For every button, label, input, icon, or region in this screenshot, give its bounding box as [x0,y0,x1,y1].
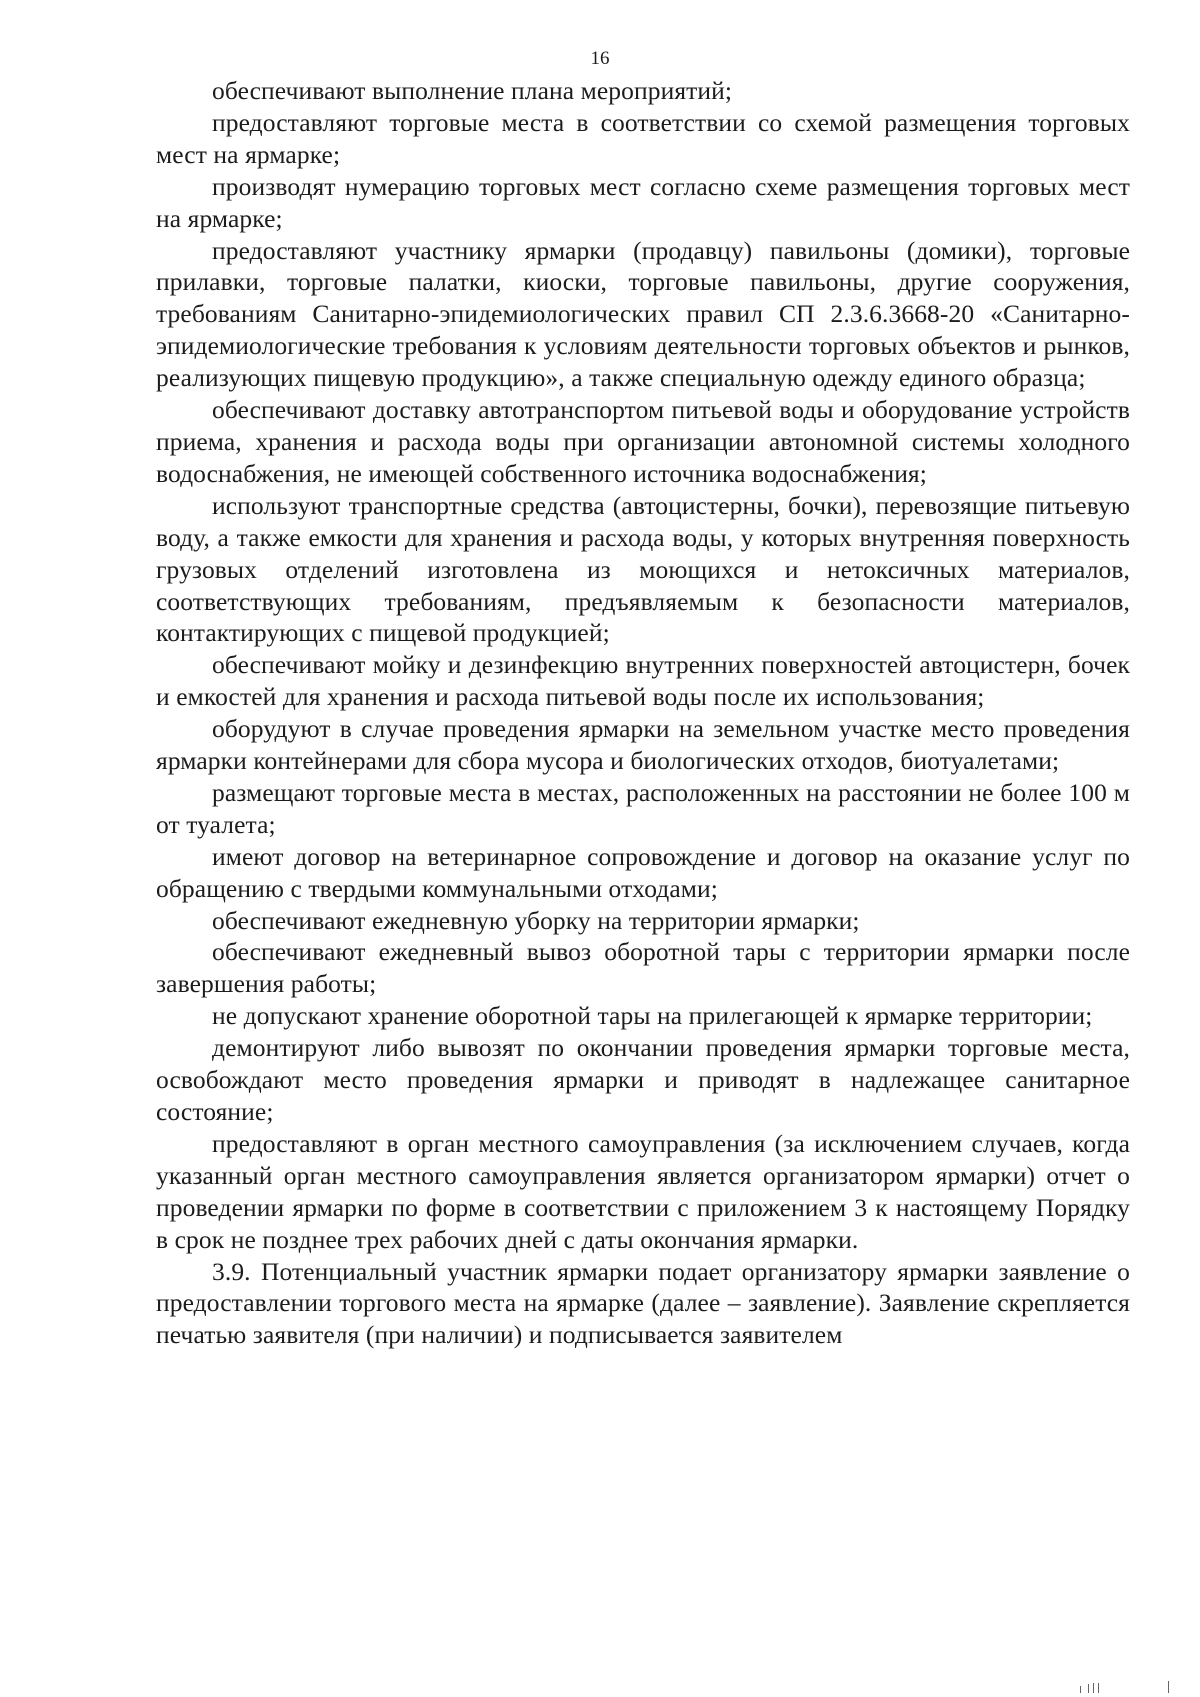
paragraph: обеспечивают ежедневный вывоз оборотной тары с территории ярмарки после завершения работы; [156,937,1130,999]
paragraph: размещают торговые места в местах, расположенных на расстоянии не более 100 м от туалета; [156,777,1130,839]
paragraph: предоставляют в орган местного самоуправления (за исключением случаев, когда указанный орган местного самоуправления является организатором ярмарки) отчет о проведении ярмарки по форме в соответствии с приложением 3 к настоящему Порядку в срок не позднее трех рабочих дней с даты окончания ярмарки. [156,1128,1130,1254]
paragraph: обеспечивают ежедневную уборку на территории ярмарки; [212,905,860,935]
paragraph: производят нумерацию торговых мест согласно схеме размещения торговых мест на ярмарке; [156,171,1130,233]
page-number: 16 [590,48,610,69]
paragraph: не допускают хранение оборотной тары на прилегающей к ярмарке территории; [212,1001,1093,1031]
paragraph: обеспечивают мойку и дезинфекцию внутренних поверхностей автоцистерн, бочек и емкостей для хранения и расхода питьевой воды после их использования; [156,650,1130,712]
scan-edge-marks [1062,1679,1182,1693]
paragraph: обеспечивают доставку автотранспортом питьевой воды и оборудование устройств приема, хранения и расхода воды при организации автономной системы холодного водоснабжения, не имеющей собственного источника водоснабжения; [156,395,1130,488]
document-body [156,75,1130,1351]
paragraph: предоставляют участнику ярмарки (продавцу) павильоны (домики), торговые прилавки, торговые палатки, киоски, торговые павильоны, другие сооружения, требованиям Санитарно-эпидемиологических правил СП 2.3.6.3668-20 «Санитарно-эпидемиологические требования к условиям деятельности торговых объектов и рынков, реализующих пищевую продукцию», а также специальную одежду единого образца; [156,235,1130,393]
paragraph: предоставляют торговые места в соответствии со схемой размещения торговых мест на ярмарке; [156,107,1130,169]
paragraph: используют транспортные средства (автоцистерны, бочки), перевозящие питьевую воду, а также емкости для хранения и расхода воды, у которых внутренняя поверхность грузовых отделений изготовлена из моющихся и нетоксичных материалов, соответствующих требованиям, предъявляемым к безопасности материалов, контактирующих с пищевой продукцией; [156,490,1130,648]
paragraph: 3.9. Потенциальный участник ярмарки подает организатору ярмарки заявление о предоставлении торгового места на ярмарке (далее – заявление). Заявление скрепляется печатью заявителя (при наличии) и подписывается заявителем [156,1256,1130,1350]
paragraph: оборудуют в случае проведения ярмарки на земельном участке место проведения ярмарки контейнерами для сбора мусора и биологических отходов, биотуалетами; [156,714,1130,776]
paragraph: демонтируют либо вывозят по окончании проведения ярмарки торговые места, освобождают место проведения ярмарки и приводят в надлежащее санитарное состояние; [156,1033,1130,1126]
paragraph: обеспечивают выполнение плана мероприятий; [212,76,733,105]
paragraph: имеют договор на ветеринарное сопровождение и договор на оказание услуг по обращению с твердыми коммунальными отходами; [156,841,1130,903]
